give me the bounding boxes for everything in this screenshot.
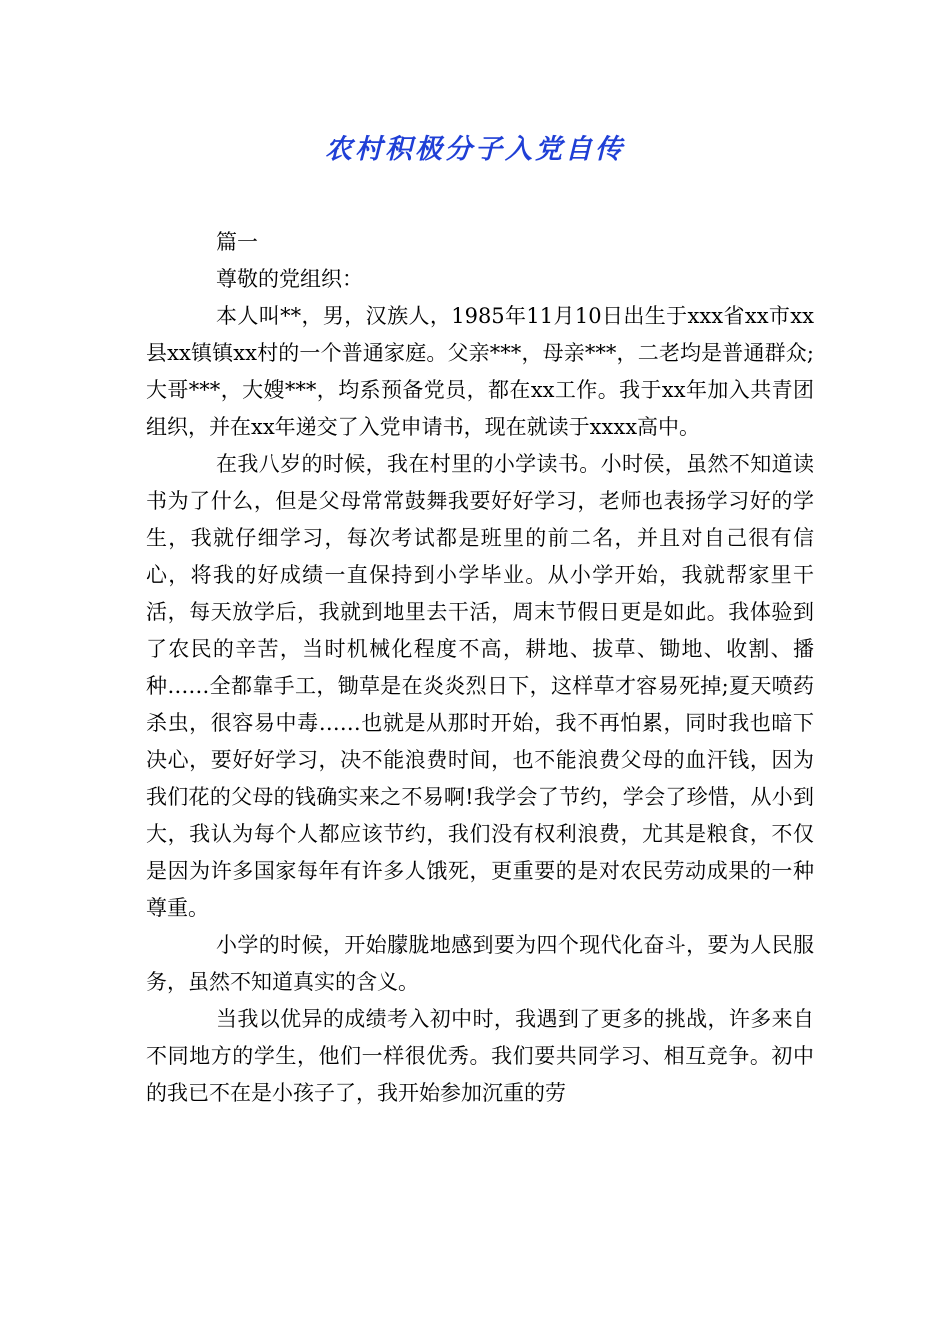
paragraph: 本人叫**，男，汉族人，1985年11月10日出生于xxx省xx市xx县xx镇镇xx村的一个普通家庭。父亲***，母亲***，二老均是普通群众;大哥***，大嫂***，均系预备党员，都在xx工作。我于xx年加入共青团组织，并在xx年递交了入党申请书，现在就读于xxxx高中。: [146, 304, 814, 439]
paragraph: 在我八岁的时候，我在村里的小学读书。小时侯，虽然不知道读书为了什么，但是父母常常鼓舞我要好好学习，老师也表扬学习好的学生，我就仔细学习，每次考试都是班里的前二名，并且对自己很有信心，将我的好成绩一直保持到小学毕业。从小学开始，我就帮家里干活，每天放学后，我就到地里去干活，周末节假日更是如此。我体验到了农民的辛苦，当时机械化程度不高，耕地、拔草、锄地、收割、播种……全都靠手工，锄草是在炎炎烈日下，这样草才容易死掉;夏天喷药杀虫，很容易中毒……也就是从那时开始，我不再怕累，同时我也暗下决心，要好好学习，决不能浪费时间，也不能浪费父母的血汗钱，因为我们花的父母的钱确实来之不易啊!我学会了节约，学会了珍惜，从小到大，我认为每个人都应该节约，我们没有权利浪费，尤其是粮食，不仅是因为许多国家每年有许多人饿死，更重要的是对农民劳动成果的一种尊重。: [146, 452, 814, 920]
paragraph: 小学的时候，开始朦胧地感到要为四个现代化奋斗，要为人民服务，虽然不知道真实的含义。: [146, 933, 814, 994]
document-title: 农村积极分子入党自传: [325, 134, 625, 165]
document-body: [146, 224, 814, 1112]
section-label: 篇一: [216, 230, 258, 254]
paragraph: 当我以优异的成绩考入初中时，我遇到了更多的挑战，许多来自不同地方的学生，他们一样很优秀。我们要共同学习、相互竞争。初中的我已不在是小孩子了，我开始参加沉重的劳: [146, 1007, 814, 1105]
salutation: 尊敬的党组织：: [216, 267, 363, 291]
